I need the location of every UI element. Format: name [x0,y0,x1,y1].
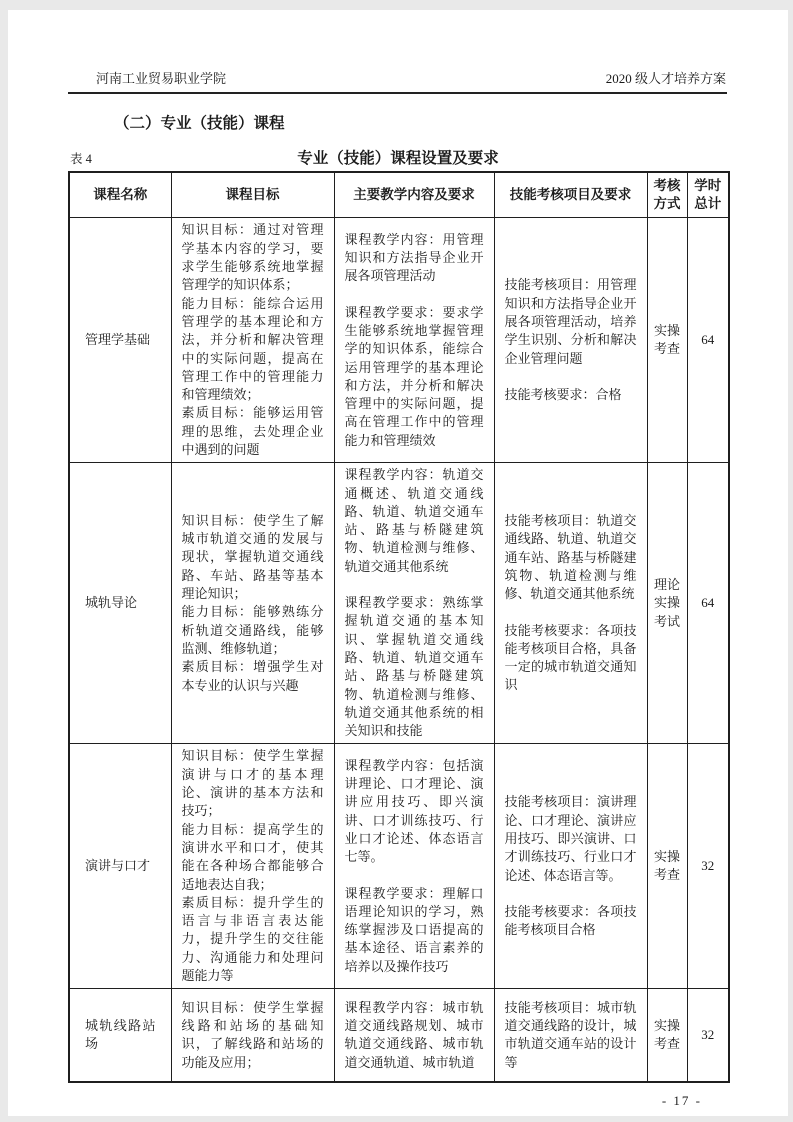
header-assessment-method: 考核方式 [647,172,687,218]
document-header [68,68,728,87]
header-course-name: 课程名称 [69,172,171,218]
course-goals-cell: 知识目标：使学生了解城市轨道交通的发展与现状，掌握轨道交通线路、车站、路基等基本理论知识； 能力目标：能够熟练分析轨道交通路线，能够监测、维修轨道； 素质目标：增强学生对本专业的认识与兴趣 [171,463,334,744]
header-rule [68,92,727,94]
table-row [69,989,729,1083]
course-table [68,171,730,1083]
table-row [69,218,729,463]
course-content-cell: 课程教学内容：包括演讲理论、口才理论、演讲应用技巧、即兴演讲、口才训练技巧、行业口才论述、体态语言七等。 课程教学要求：理解口语理论知识的学习，熟练掌握涉及口语提高的基本途径、语言素养的培养以及操作技巧 [334,744,494,989]
course-name-cell: 城轨线路站场 [69,989,171,1083]
course-content-cell: 课程教学内容：城市轨道交通线路规划、城市轨道交通线路、城市轨道交通轨道、城市轨道 [334,989,494,1083]
table-label: 表 4 [70,152,92,166]
assessment-method-cell: 实操考查 [647,989,687,1083]
table-caption-row [68,146,728,168]
course-goals-cell: 知识目标：使学生掌握线路和站场的基础知识，了解线路和站场的功能及应用； [171,989,334,1083]
table-title: 专业（技能）课程设置及要求 [297,150,499,167]
header-course-goals: 课程目标 [171,172,334,218]
course-assessment-cell: 技能考核项目：轨道交通线路、轨道、轨道交通车站、路基与桥隧建筑物、轨道检测与维修、轨道交通其他系统 技能考核要求：各项技能考核项目合格，具备一定的城市轨道交通知识 [494,463,647,744]
table-body [69,218,729,1082]
course-goals-cell: 知识目标：通过对管理学基本内容的学习，要求学生能够系统地掌握管理学的知识体系； 能力目标：能综合运用管理学的基本理论和方法，并分析和解决管理中的实际问题，提高在管理工作中的管理能力和管理绩效； 素质目标：能够运用管理的思维，去处理企业中遇到的问题 [171,218,334,463]
course-goals-cell: 知识目标：使学生掌握演讲与口才的基本理论、演讲的基本方法和技巧； 能力目标：提高学生的演讲水平和口才，使其能在各种场合都能够合适地表达自我； 素质目标：提升学生的语言与非语言表达能力，提升学生的交往能力、沟通能力和处理问题能力等 [171,744,334,989]
total-hours-cell: 64 [687,463,729,744]
assessment-method-cell: 理论实操考试 [647,463,687,744]
header-left-text: 河南工业贸易职业学院 [96,71,227,86]
header-course-content: 主要教学内容及要求 [334,172,494,218]
course-assessment-cell: 技能考核项目：城市轨道交通线路的设计，城市轨道交通车站的设计等 [494,989,647,1083]
page-number: - 17 - [661,1093,702,1109]
course-name-cell: 演讲与口才 [69,744,171,989]
course-assessment-cell: 技能考核项目：用管理知识和方法指导企业开展各项管理活动，培养学生识别、分析和解决企业管理问题 技能考核要求：合格 [494,218,647,463]
course-content-cell: 课程教学内容：轨道交通概述、轨道交通线路、轨道、轨道交通车站、路基与桥隧建筑物、轨道检测与维修、轨道交通其他系统 课程教学要求：熟练掌握轨道交通的基本知识、掌握轨道交通线路、轨道、轨道交通车站、路基与桥隧建筑物、轨道检测与维修、轨道交通其他系统的相关知识和技能 [334,463,494,744]
table-row [69,744,729,989]
header-total-hours: 学时总计 [687,172,729,218]
total-hours-cell: 32 [687,989,729,1083]
assessment-method-cell: 实操考查 [647,218,687,463]
section-title: （二）专业（技能）课程 [114,115,285,132]
course-assessment-cell: 技能考核项目：演讲理论、口才理论、演讲应用技巧、即兴演讲、口才训练技巧、行业口才论述、体态语言等。 技能考核要求：各项技能考核项目合格 [494,744,647,989]
table-row [69,463,729,744]
document-page [8,10,788,1116]
course-name-cell: 管理学基础 [69,218,171,463]
course-content-cell: 课程教学内容：用管理知识和方法指导企业开展各项管理活动 课程教学要求：要求学生能够系统地掌握管理学的知识体系，能综合运用管理学的基本理论和方法，并分析和解决管理中的实际问题，提高在管理工作中的管理能力和管理绩效 [334,218,494,463]
assessment-method-cell: 实操考查 [647,744,687,989]
total-hours-cell: 32 [687,744,729,989]
total-hours-cell: 64 [687,218,729,463]
table-header-row [69,172,729,218]
header-right-text: 2020 级人才培养方案 [605,71,726,86]
course-name-cell: 城轨导论 [69,463,171,744]
header-course-assessment: 技能考核项目及要求 [494,172,647,218]
